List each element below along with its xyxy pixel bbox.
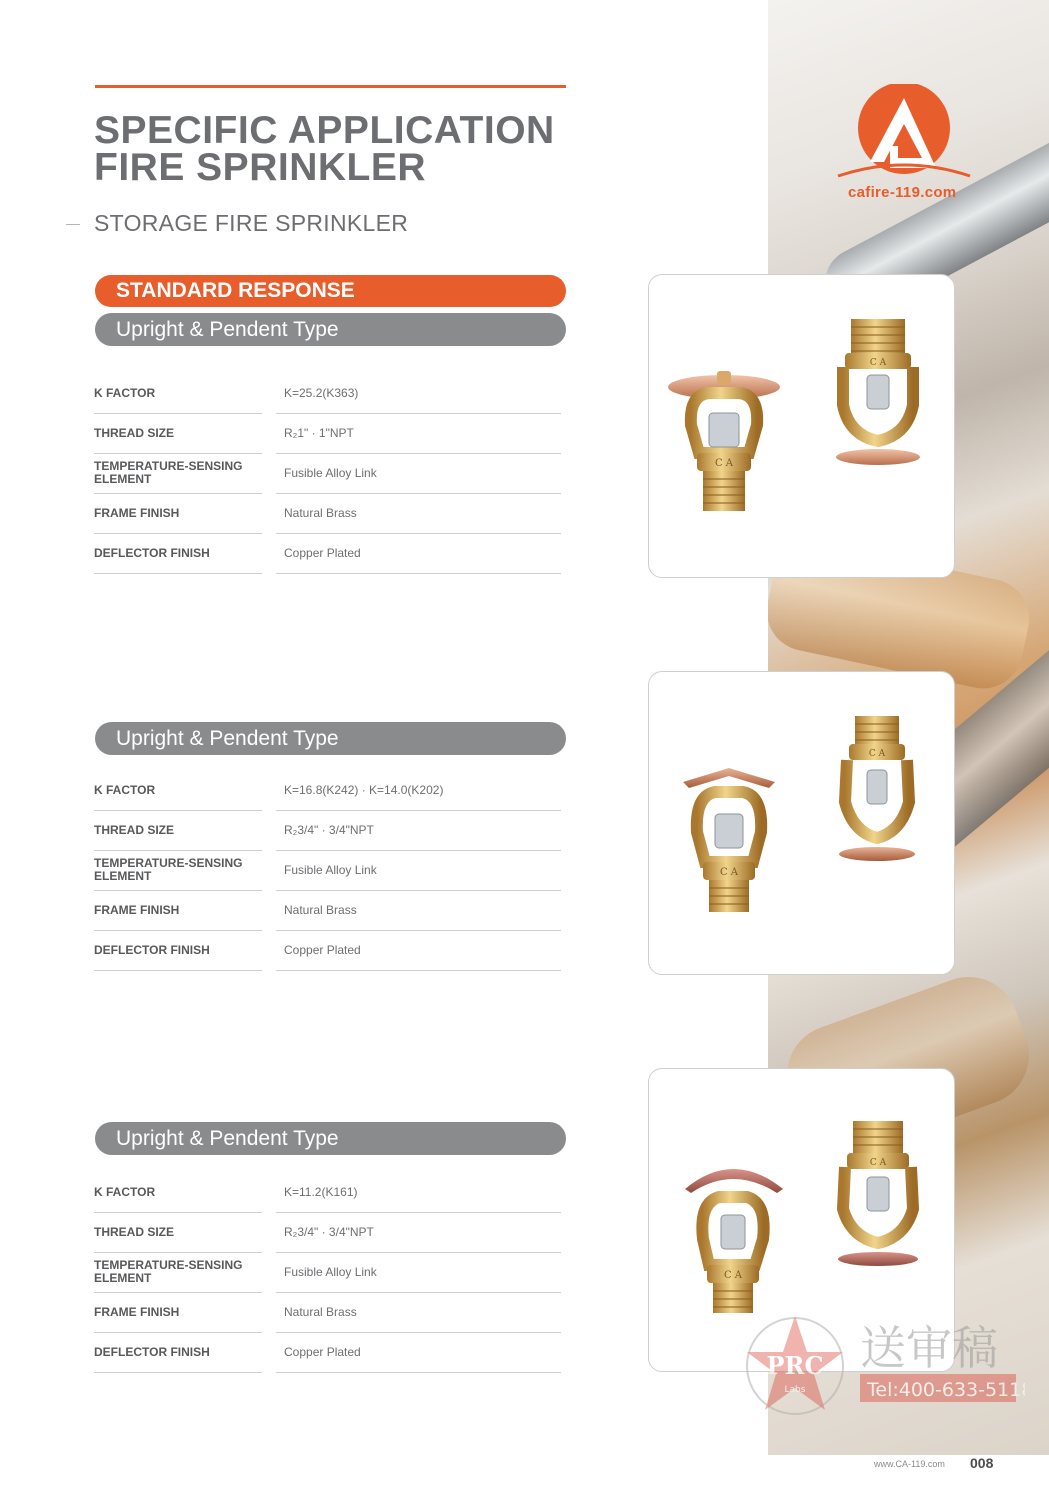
header-rule [95, 85, 566, 88]
spec-row [94, 850, 566, 890]
spec-value: Copper Plated [276, 930, 561, 971]
type-banner: Upright & Pendent Type [95, 722, 566, 755]
spec-table [94, 1172, 566, 1372]
spec-value: Fusible Alloy Link [276, 1252, 561, 1293]
spec-row [94, 770, 566, 810]
spec-value: Natural Brass [276, 493, 561, 534]
spec-row [94, 1172, 566, 1212]
spec-row [94, 493, 566, 533]
spec-label: FRAME FINISH [94, 890, 262, 931]
category-banner: STANDARD RESPONSE [95, 275, 566, 307]
spec-row [94, 1252, 566, 1292]
spec-row [94, 1212, 566, 1252]
spec-row [94, 413, 566, 453]
svg-text:Tel:400-633-5118: Tel:400-633-5118 [867, 1379, 1025, 1401]
spec-label: K FACTOR [94, 373, 262, 414]
spec-row [94, 533, 566, 573]
spec-label: THREAD SIZE [94, 810, 262, 851]
spec-row [94, 373, 566, 413]
spec-label: K FACTOR [94, 1172, 262, 1213]
spec-table [94, 770, 566, 970]
spec-value: Fusible Alloy Link [276, 850, 561, 891]
page-title-line2: FIRE SPRINKLER [94, 146, 427, 189]
spec-row [94, 1332, 566, 1372]
svg-text:C A: C A [723, 1270, 743, 1281]
svg-text:C A: C A [869, 1158, 887, 1168]
svg-text:PRC: PRC [766, 1351, 824, 1380]
spec-table [94, 373, 566, 573]
product-image-card [648, 274, 955, 578]
pendent-sprinkler-icon [839, 716, 915, 861]
svg-text:C A: C A [868, 749, 886, 759]
spec-value: K=25.2(K363) [276, 373, 561, 414]
upright-sprinkler-icon [668, 371, 780, 511]
page-title [94, 109, 555, 189]
type-banner: Upright & Pendent Type [95, 1122, 566, 1155]
footer-url: www.CA-119.com [874, 1459, 945, 1469]
pendent-sprinkler-icon [838, 1121, 918, 1266]
spec-row [94, 810, 566, 850]
page-title-line1: SPECIFIC APPLICATION [94, 109, 555, 152]
spec-value: Natural Brass [276, 1292, 561, 1333]
page-number: 008 [970, 1455, 994, 1471]
svg-text:Labs: Labs [784, 1385, 806, 1395]
upright-sprinkler-icon [685, 1169, 783, 1313]
spec-label: THREAD SIZE [94, 413, 262, 454]
spec-label: FRAME FINISH [94, 493, 262, 534]
type-banner: Upright & Pendent Type [95, 313, 566, 346]
spec-label: DEFLECTOR FINISH [94, 533, 262, 574]
logo-mark-icon [836, 84, 976, 184]
spec-row [94, 1292, 566, 1332]
svg-text:送审稿: 送审稿 [860, 1321, 998, 1375]
spec-value: R₂1" · 1"NPT [276, 413, 561, 454]
spec-label: FRAME FINISH [94, 1292, 262, 1333]
spec-label: TEMPERATURE-SENSING ELEMENT [94, 850, 262, 891]
spec-value: K=11.2(K161) [276, 1172, 561, 1213]
spec-value: Copper Plated [276, 1332, 561, 1373]
spec-label: THREAD SIZE [94, 1212, 262, 1253]
svg-text:C A: C A [869, 358, 887, 368]
subtitle-dash [66, 224, 80, 225]
spec-value: R₂3/4" · 3/4"NPT [276, 1212, 561, 1253]
spec-value: Natural Brass [276, 890, 561, 931]
spec-row [94, 453, 566, 493]
spec-label: K FACTOR [94, 770, 262, 811]
spec-value: R₂3/4" · 3/4"NPT [276, 810, 561, 851]
spec-label: TEMPERATURE-SENSING ELEMENT [94, 453, 262, 494]
svg-text:C A: C A [719, 867, 739, 878]
prc-stamp-icon [745, 1312, 1025, 1422]
sprinkler-illustration [649, 275, 954, 577]
sprinkler-illustration [649, 672, 954, 974]
upright-sprinkler-icon [683, 768, 775, 912]
spec-label: TEMPERATURE-SENSING ELEMENT [94, 1252, 262, 1293]
spec-row [94, 930, 566, 970]
brand-logo [836, 84, 976, 204]
brand-website: cafire-119.com [848, 184, 957, 201]
svg-text:C A: C A [714, 458, 734, 469]
spec-value: Fusible Alloy Link [276, 453, 561, 494]
review-stamp [745, 1312, 1025, 1422]
page-subtitle: STORAGE FIRE SPRINKLER [94, 210, 409, 236]
spec-label: DEFLECTOR FINISH [94, 930, 262, 971]
spec-label: DEFLECTOR FINISH [94, 1332, 262, 1373]
spec-value: Copper Plated [276, 533, 561, 574]
product-image-card [648, 671, 955, 975]
pendent-sprinkler-icon [836, 319, 920, 465]
spec-value: K=16.8(K242) · K=14.0(K202) [276, 770, 561, 811]
spec-row [94, 890, 566, 930]
